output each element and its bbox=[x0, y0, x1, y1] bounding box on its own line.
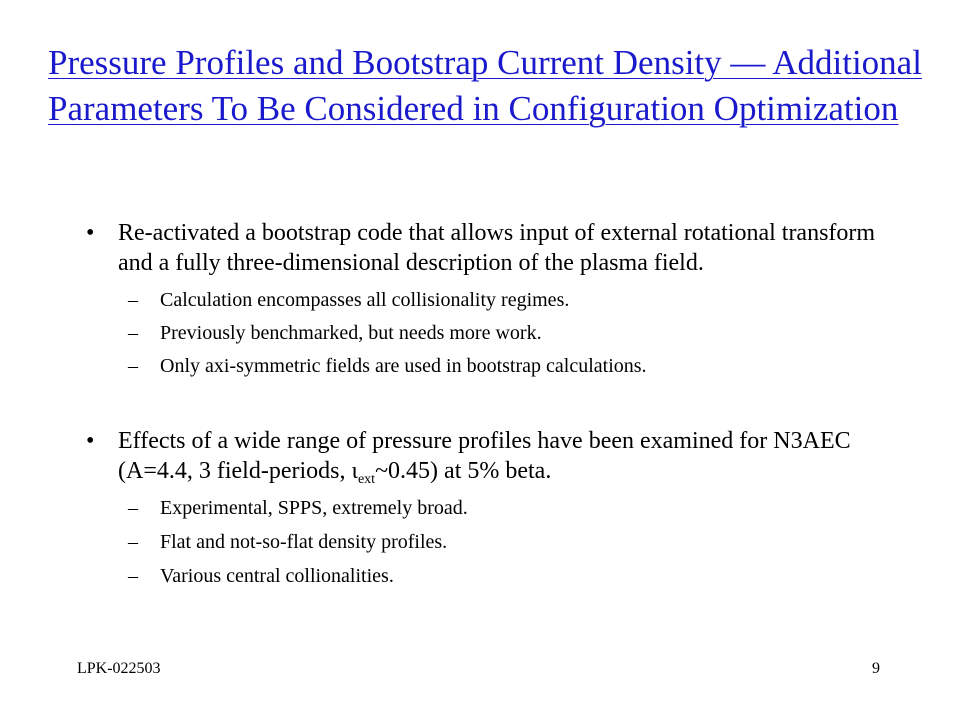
sub-bullet-text: Calculation encompasses all collisionality regimes. bbox=[160, 289, 570, 311]
bullet-text-part: Effects of a wide range of pressure profiles have been examined for N3AEC (A=4.4, 3 field-periods, ι bbox=[118, 428, 851, 484]
sub-bullet-item bbox=[128, 529, 908, 555]
bullet-item bbox=[86, 426, 886, 486]
bullet-text: Re-activated a bootstrap code that allows input of external rotational transform and a fully three-dimensional description of the plasma field. bbox=[118, 220, 876, 276]
bullet-text bbox=[118, 426, 886, 486]
sub-bullet-marker: – bbox=[128, 289, 138, 311]
sub-bullet-marker: – bbox=[128, 531, 138, 553]
bullet-text-part: ~0.45) at 5% beta. bbox=[375, 458, 552, 484]
iota-subscript: ext bbox=[357, 472, 376, 487]
sub-bullet-item bbox=[128, 495, 908, 521]
sub-bullet-marker: – bbox=[128, 355, 138, 377]
slide-title[interactable] bbox=[48, 40, 928, 132]
sub-bullet-item bbox=[128, 320, 908, 346]
sub-bullet-text: Experimental, SPPS, extremely broad. bbox=[160, 497, 468, 519]
sub-bullet-marker: – bbox=[128, 565, 138, 587]
sub-bullet-text: Only axi-symmetric fields are used in bootstrap calculations. bbox=[160, 355, 647, 377]
sub-bullet-marker: – bbox=[128, 322, 138, 344]
sub-bullet-item bbox=[128, 563, 908, 589]
bullet-marker: • bbox=[86, 220, 95, 246]
sub-bullet-item bbox=[128, 287, 908, 313]
sub-bullet-text: Various central collionalities. bbox=[160, 565, 394, 587]
sub-bullet-item bbox=[128, 353, 908, 379]
sub-bullet-text: Flat and not-so-flat density profiles. bbox=[160, 531, 448, 553]
footer-document-id: LPK-022503 bbox=[77, 660, 161, 677]
bullet-item bbox=[86, 218, 886, 278]
footer-page-number: 9 bbox=[872, 660, 880, 677]
slide-title-link[interactable]: Pressure Profiles and Bootstrap Current Density — Additional Parameters To Be Considered in Configuration Optimization bbox=[48, 43, 922, 128]
sub-bullet-marker: – bbox=[128, 497, 138, 519]
sub-bullet-text: Previously benchmarked, but needs more work. bbox=[160, 322, 542, 344]
bullet-marker: • bbox=[86, 428, 95, 454]
